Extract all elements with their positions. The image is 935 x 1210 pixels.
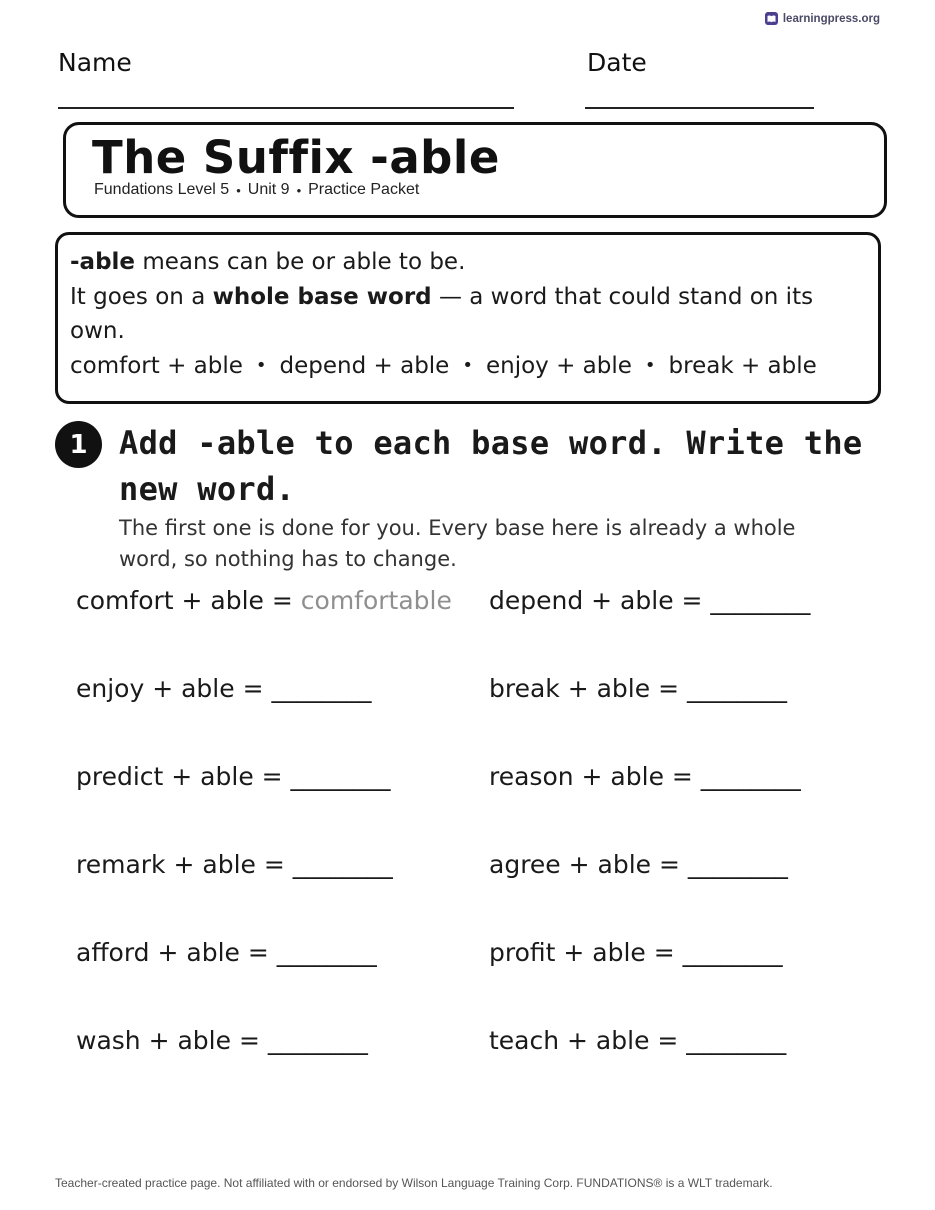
- question-title: Add -able to each base word. Write the new word.: [119, 424, 863, 508]
- subtitle-unit: Unit 9: [247, 181, 290, 198]
- answer-blank[interactable]: ________: [687, 850, 788, 879]
- exercise-item: [489, 938, 783, 967]
- answer-blank[interactable]: ________: [682, 938, 783, 967]
- rule-line-2: [70, 280, 866, 349]
- exercise-prompt: wash + able =: [76, 1026, 268, 1055]
- examples-row: [70, 349, 866, 384]
- exercise-prompt: reason + able =: [489, 762, 701, 791]
- exercise-item: [76, 850, 393, 879]
- exercise-prompt: profit + able =: [489, 938, 683, 967]
- brand-text: learningpress.org: [782, 12, 880, 25]
- answer-blank[interactable]: ________: [271, 674, 372, 703]
- exercise-prompt: depend + able =: [489, 586, 711, 615]
- example: break + able: [668, 352, 817, 379]
- separator-dot: •: [644, 355, 656, 377]
- answer-example: comfortable: [300, 586, 452, 615]
- name-line[interactable]: [58, 107, 514, 109]
- separator-dot: •: [462, 355, 473, 377]
- rule-meaning: means can be or able to be.: [135, 249, 466, 275]
- exercise-item: [76, 938, 377, 967]
- rule-suffix: -able: [70, 249, 136, 275]
- brand-logo: [765, 12, 880, 25]
- answer-blank[interactable]: ________: [686, 674, 787, 703]
- exercise-prompt: afford + able =: [76, 938, 277, 967]
- exercise-prompt: comfort + able =: [76, 586, 301, 615]
- answer-blank[interactable]: ________: [276, 938, 377, 967]
- question-note: The first one is done for you. Every base here is already a whole word, so nothing has to change.: [119, 516, 796, 571]
- answer-blank[interactable]: ________: [292, 850, 393, 879]
- exercise-item: [76, 762, 391, 791]
- example: depend + able: [279, 352, 450, 379]
- example: comfort + able: [70, 352, 243, 379]
- exercise-item: [489, 850, 788, 879]
- rule-line-1: [70, 245, 866, 280]
- date-label: Date: [587, 48, 647, 77]
- rule-text: It goes on a: [70, 283, 213, 310]
- answer-blank[interactable]: ________: [267, 1026, 368, 1055]
- subtitle: [94, 181, 419, 199]
- example: enjoy + able: [485, 352, 632, 379]
- exercise-prompt: remark + able =: [76, 850, 293, 879]
- book-icon: [765, 12, 778, 25]
- exercise-prompt: break + able =: [489, 674, 687, 703]
- answer-blank[interactable]: ________: [700, 762, 801, 791]
- answer-blank[interactable]: ________: [686, 1026, 787, 1055]
- exercise-item: [489, 1026, 786, 1055]
- exercise-prompt: enjoy + able =: [76, 674, 272, 703]
- question-number: 1: [55, 421, 102, 468]
- exercise-prompt: teach + able =: [489, 1026, 687, 1055]
- exercise-item: [76, 1026, 368, 1055]
- page-title: The Suffix -able: [92, 131, 500, 184]
- exercise-item: [489, 674, 787, 703]
- exercise-prompt: predict + able =: [76, 762, 291, 791]
- exercise-prompt: agree + able =: [489, 850, 688, 879]
- separator-dot: •: [236, 182, 241, 198]
- subtitle-level: Fundations Level 5: [94, 181, 230, 198]
- answer-blank[interactable]: ________: [710, 586, 811, 615]
- title-box: [63, 122, 887, 218]
- separator-dot: •: [255, 355, 267, 377]
- exercise-item: [489, 762, 801, 791]
- rule-text: — a word that could stand on its own.: [70, 283, 814, 344]
- exercise-item: [489, 586, 810, 615]
- separator-dot: •: [296, 182, 302, 198]
- rule-box: [55, 232, 881, 404]
- answer-blank[interactable]: ________: [290, 762, 391, 791]
- subtitle-packet: Practice Packet: [308, 181, 420, 198]
- rule-emphasis: whole base word: [212, 283, 432, 310]
- name-label: Name: [58, 48, 132, 77]
- exercise-item: [76, 586, 452, 615]
- date-line[interactable]: [585, 107, 814, 109]
- footer-disclaimer: Teacher-created practice page. Not affiliated with or endorsed by Wilson Language Training Corp. FUNDATIONS® is a WLT trademark.: [55, 1176, 773, 1190]
- exercise-item: [76, 674, 371, 703]
